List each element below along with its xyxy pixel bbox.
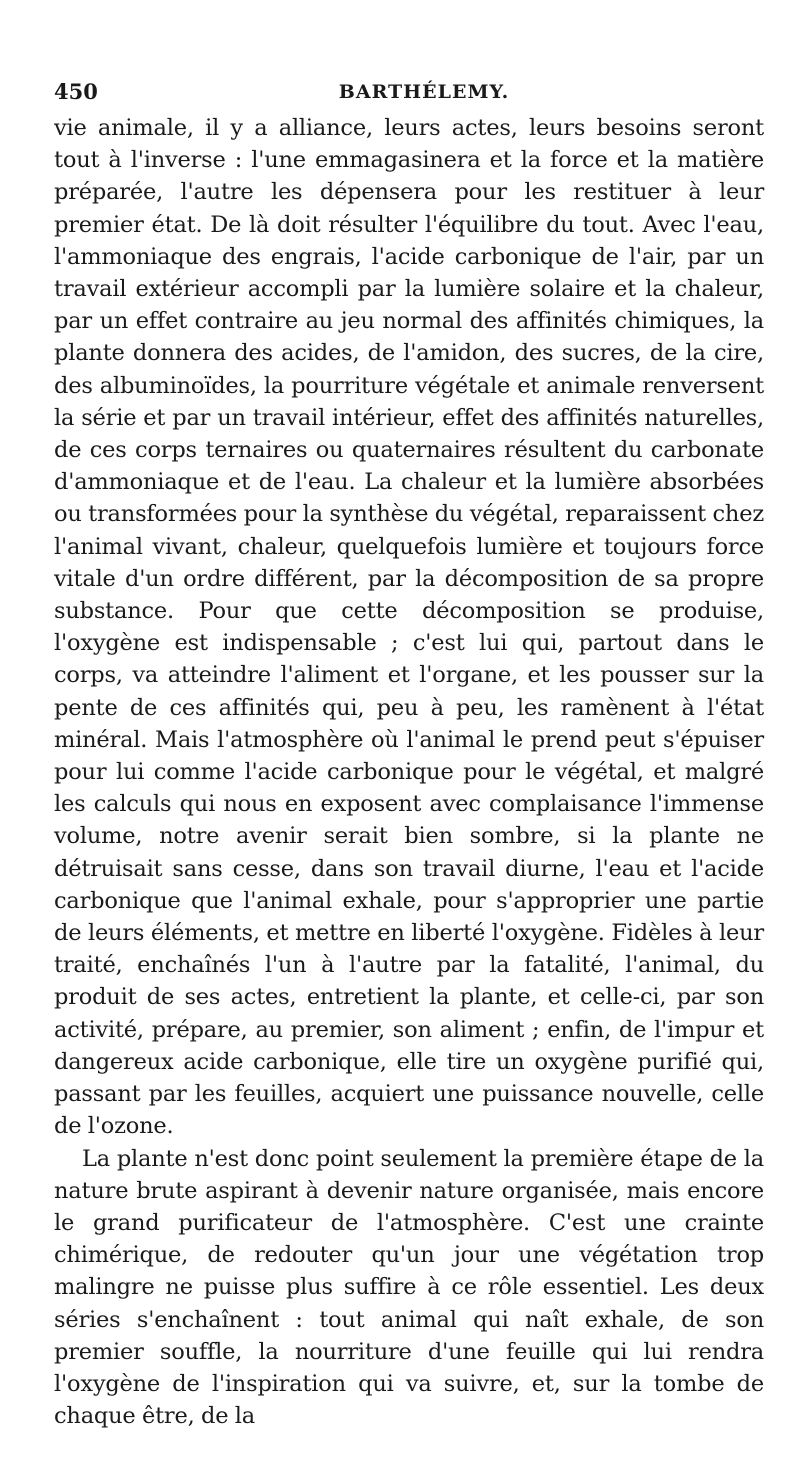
page-number: 450: [54, 79, 98, 104]
paragraph: La plante n'est donc point seulement la première étape de la nature brute aspirant à devenir nature organisée, mais encore le grand purificateur de l'atmosphère. C'est une crainte chimérique, de redouter qu'un jour une végétation trop malingre ne puisse plus suffire à ce rôle essentiel. Les deux séries s'enchaînent : tout animal qui naît exhale, de son premier souffle, la nourriture d'une feuille qui lui rendra l'oxygène de l'inspiration qui va suivre, et, sur la tombe de chaque être, de la: [54, 1145, 764, 1430]
book-page: [54, 78, 764, 1432]
running-title: BARTHÉLEMY.: [338, 81, 510, 103]
paragraph-continued: vie animale, il y a alliance, leurs actes, leurs besoins seront tout à l'inverse : l'une emmagasinera et la force et la matière préparée, l'autre les dépensera pour les restituer à leur premier état. De là doit résulter l'équilibre du tout. Avec l'eau, l'ammoniaque des engrais, l'acide carbonique de l'air, par un travail extérieur accompli par la lumière solaire et la chaleur, par un effet contraire au jeu normal des affinités chimiques, la plante donnera des acides, de l'amidon, des sucres, de la cire, des albuminoïdes, la pourriture végétale et animale renversent la série et par un travail intérieur, effet des affinités naturelles, de ces corps ternaires ou quaternaires résultent du carbonate d'ammoniaque et de l'eau. La chaleur et la lumière absorbées ou transformées pour la synthèse du végétal, reparaissent chez l'animal vivant, chaleur, quelquefois lumière et toujours force vitale d'un ordre différent, par la décomposition de sa propre substance. Pour que cette décomposition se produise, l'oxygène est indispensable ; c'est lui qui, partout dans le corps, va atteindre l'aliment et l'organe, et les pousser sur la pente de ces affinités qui, peu à peu, les ramènent à l'état minéral. Mais l'atmosphère où l'animal le prend peut s'épuiser pour lui comme l'acide carbonique pour le végétal, et malgré les calculs qui nous en exposent avec complaisance l'immense volume, notre avenir serait bien sombre, si la plante ne détruisait sans cesse, dans son travail diurne, l'eau et l'acide carbonique que l'animal exhale, pour s'approprier une partie de leurs éléments, et mettre en liberté l'oxygène. Fidèles à leur traité, enchaînés l'un à l'autre par la fatalité, l'animal, du produit de ses actes, entretient la plante, et celle-ci, par son activité, prépare, au premier, son aliment ; enfin, de l'impur et dangereux acide carbonique, elle tire un oxygène purifié qui, passant par les feuilles, acquiert une puissance nouvelle, celle de l'ozone.: [54, 115, 764, 1140]
running-head: [54, 78, 764, 112]
